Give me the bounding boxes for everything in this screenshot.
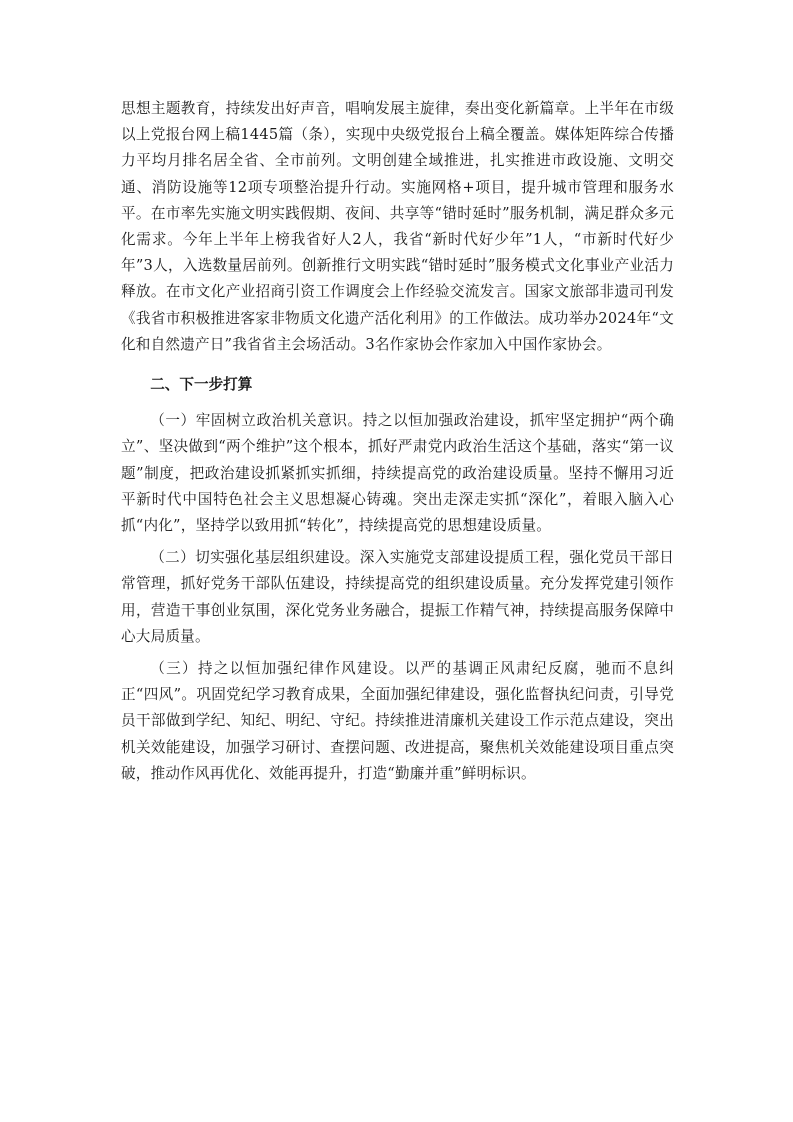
intro-paragraph: 思想主题教育，持续发出好声音，唱响发展主旋律，奏出变化新篇章。上半年在市级以上党报台网上稿1445篇（条），实现中央级党报台上稿全覆盖。媒体矩阵综合传播力平均月排名居全省、全市前列。文明创建全域推进，扎实推进市政设施、文明交通、消防设施等12项专项整治提升行动。实施网格+项目，提升城市管理和服务水平。在市率先实施文明实践假期、夜间、共享等“错时延时”服务机制，满足群众多元化需求。今年上半年上榜我省好人2人，我省“新时代好少年”1人，“市新时代好少年”3人，入选数量居前列。创新推行文明实践“错时延时”服务模式文化事业产业活力释放。在市文化产业招商引资工作调度会上作经验交流发言。国家文旅部非遗司刊发《我省市积极推进客家非物质文化遗产活化利用》的工作做法。成功举办2024年“文化和自然遗产日”我省省主会场活动。3名作家协会作家加入中国作家协会。	[121, 100, 674, 353]
section-heading: 二、下一步打算	[150, 376, 253, 394]
document-page	[121, 96, 674, 787]
paragraph-organization-construction: （二）切实强化基层组织建设。深入实施党支部建设提质工程，强化党员干部日常管理，抓好党务干部队伍建设，持续提高党的组织建设质量。充分发挥党建引领作用，营造干事创业氛围，深化党务业务融合，提振工作精气神，持续提高服务保障中心大局质量。	[121, 549, 674, 645]
paragraph-discipline-construction: （三）持之以恒加强纪律作风建设。以严的基调正风肃纪反腐，驰而不息纠正“四风”。巩固党纪学习教育成果，全面加强纪律建设，强化监督执纪问责，引导党员干部做到学纪、知纪、明纪、守纪。持续推进清廉机关建设工作示范点建设，突出机关效能建设，加强学习研讨、查摆问题、改进提高，聚焦机关效能建设项目重点突破，推动作风再优化、效能再提升，打造“勤廉并重”鲜明标识。	[121, 660, 674, 782]
paragraph-political-construction: （一）牢固树立政治机关意识。持之以恒加强政治建设，抓牢坚定拥护“两个确立”、坚决做到“两个维护”这个根本，抓好严肃党内政治生活这个基础，落实“第一议题”制度，把政治建设抓紧抓实抓细，持续提高党的政治建设质量。坚持不懈用习近平新时代中国特色社会主义思想凝心铸魂。突出走深走实抓“深化”，着眼入脑入心抓“内化”，坚持学以致用抓“转化”，持续提高党的思想建设质量。	[121, 412, 674, 535]
